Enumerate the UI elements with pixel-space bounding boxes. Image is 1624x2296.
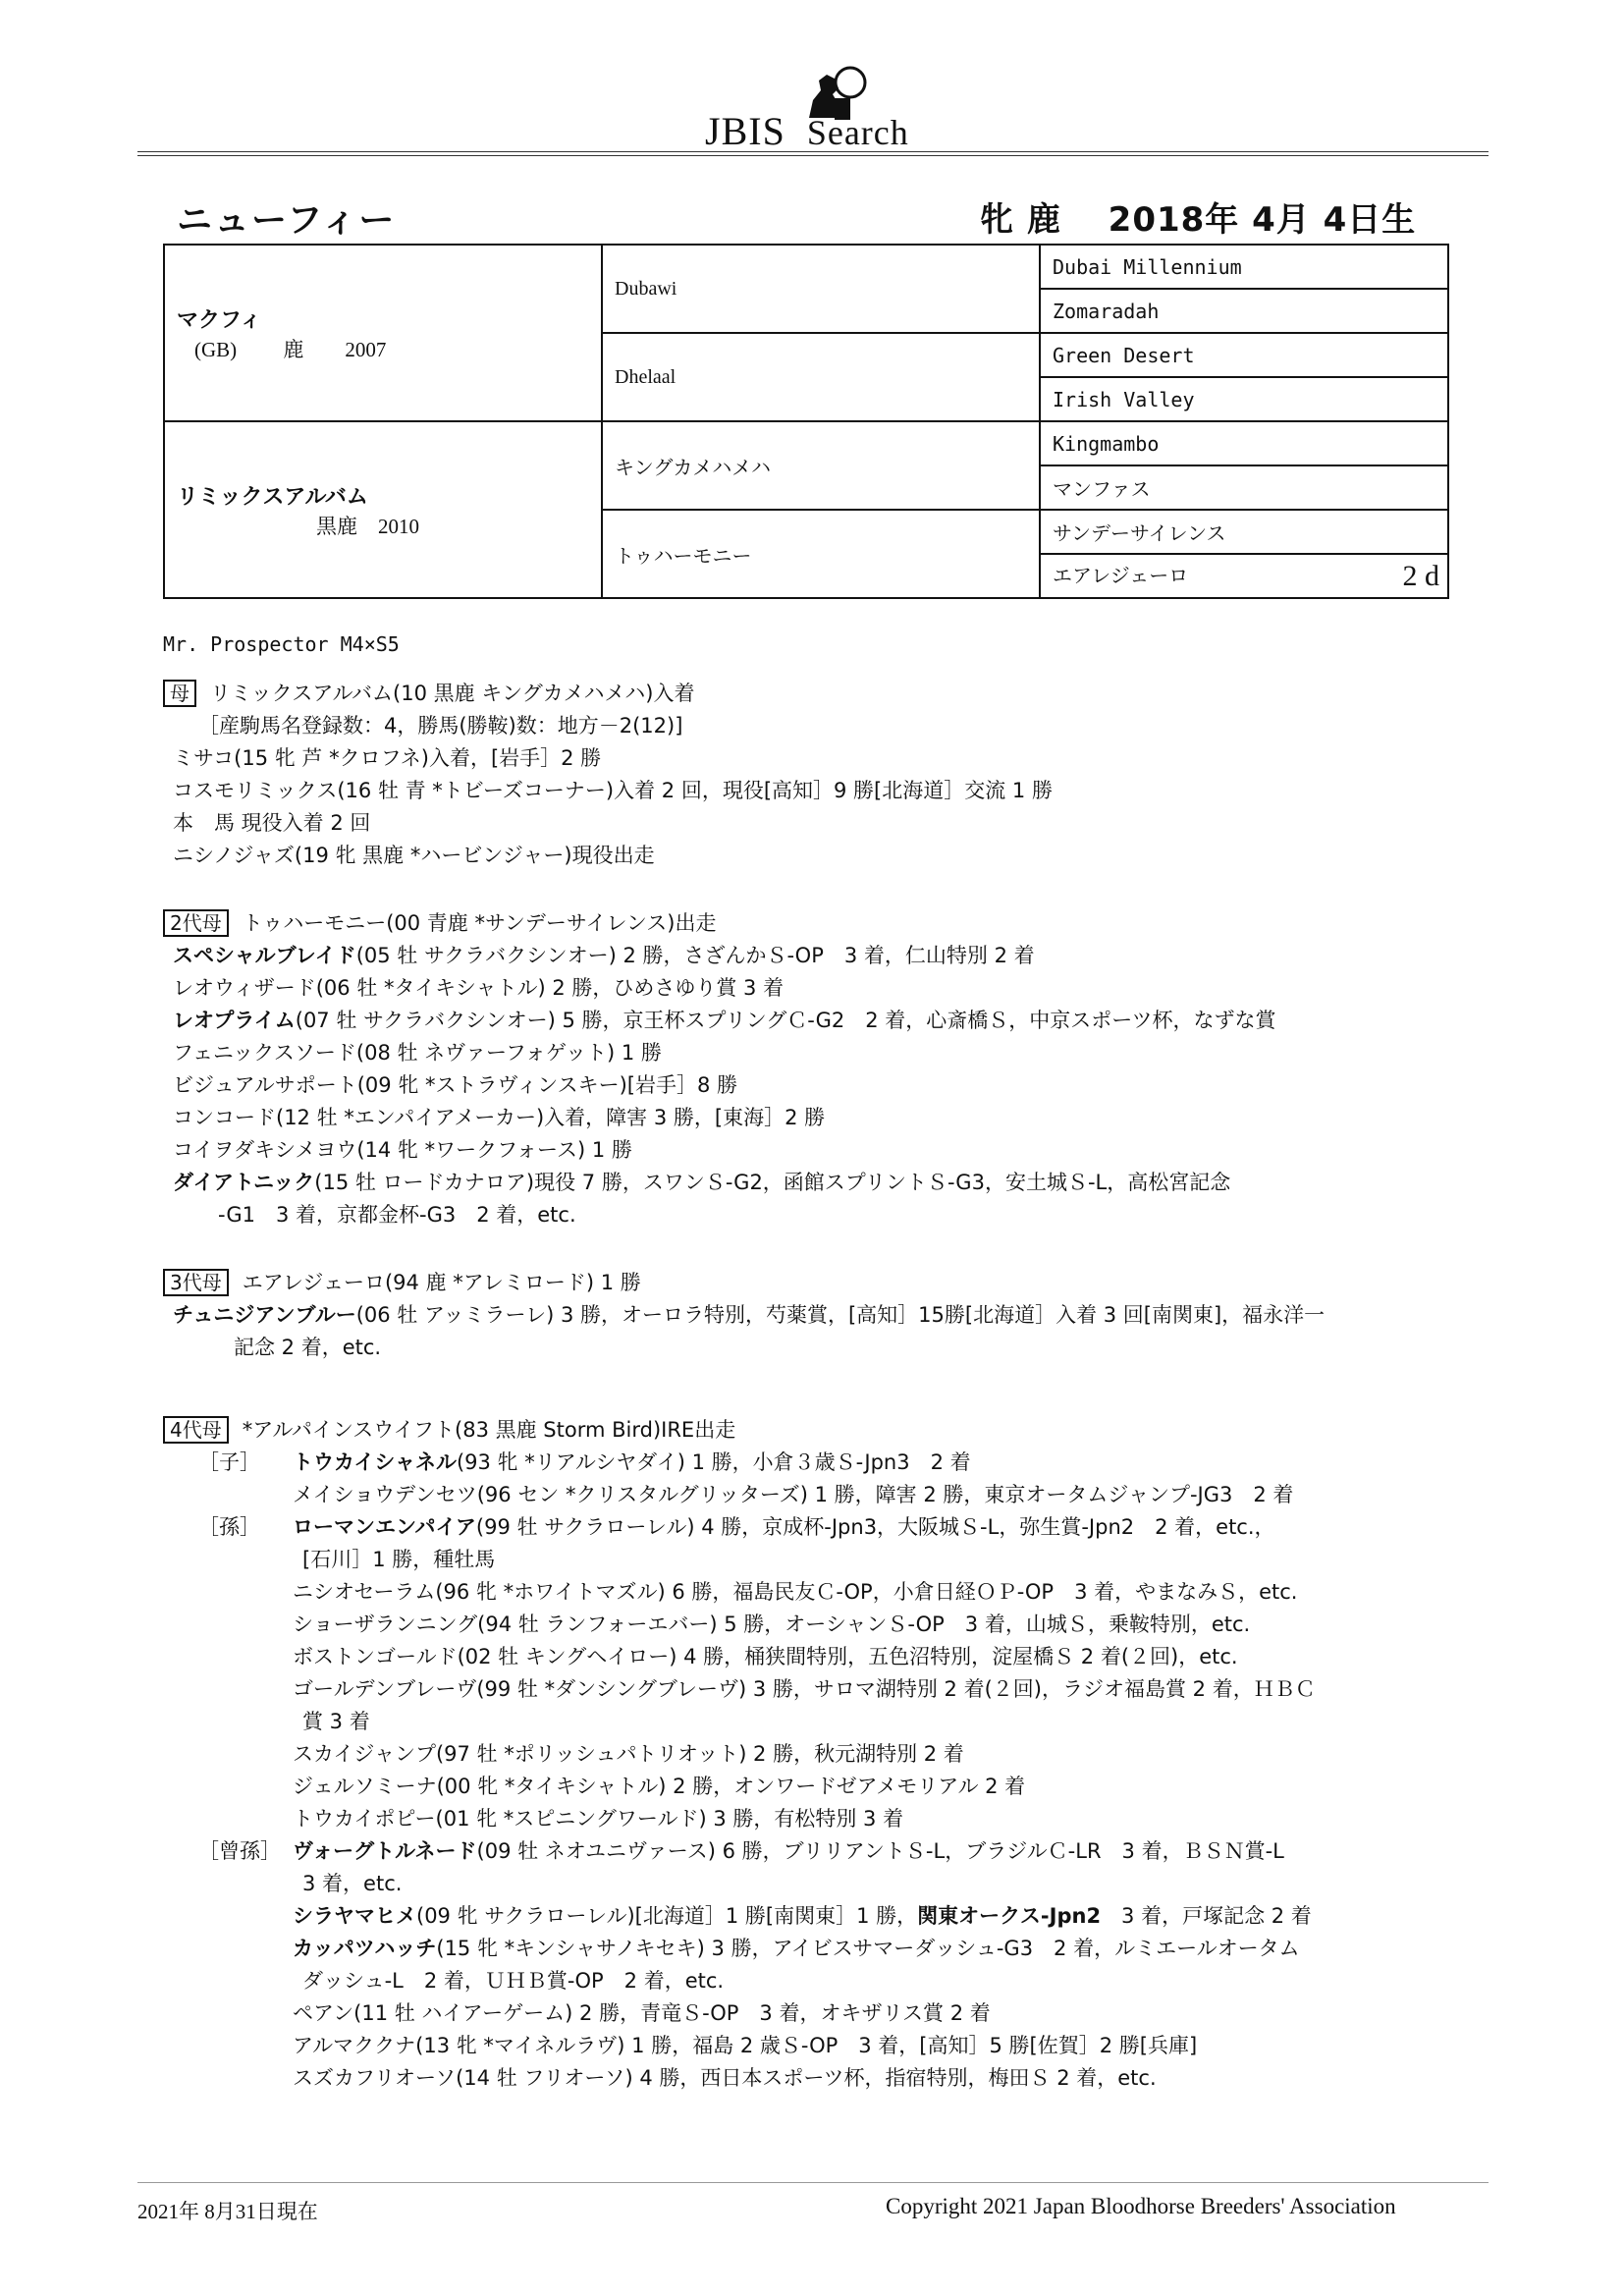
third-dam-section [163, 1267, 1325, 1364]
offspring-line: スズカフリオーソ(14 牡 フリオーソ) 4 勝，西日本スポーツ杯，指宿特別，梅田Ｓ 2 着，etc. [293, 2066, 1157, 2090]
inbreeding-note: Mr. Prospector M4×S5 [163, 632, 400, 656]
offspring-line: ミサコ(15 牝 芦 *クロフネ)入着，[岩手］2 勝 [173, 746, 602, 770]
fourth-dam-section [163, 1414, 1316, 2095]
offspring-line: ダイアトニック(15 牡 ロードカナロア)現役 7 勝，スワンＳ-G2，函館スプリントＳ-G3，安土城Ｓ-L，高松宮記念 [173, 1171, 1231, 1194]
offspring-line: レオプライム(07 牡 サクラバクシンオー) 5 勝，京王杯スプリングＣ-G2 2 着，心斎橋Ｓ，中京スポーツ杯，なずな賞 [173, 1009, 1276, 1032]
generation-label: ［孫］ [198, 1515, 260, 1539]
sire-details: (GB) 鹿 2007 [194, 337, 387, 361]
pedigree-gen3-5: Kingmambo [1040, 421, 1448, 465]
pedigree-gen3-3: Green Desert [1040, 333, 1448, 377]
offspring-line: レオウィザード(06 牡 *タイキシャトル) 2 勝，ひめさゆり賞 3 着 [173, 976, 785, 1000]
section-head: トゥハーモニー(00 青鹿 *サンデーサイレンス)出走 [242, 911, 717, 935]
header-rule [137, 151, 1489, 156]
dam-note: ［産駒馬名登録数：4，勝馬(勝鞍)数：地方－2(12)] [198, 714, 683, 738]
offspring-line: ペアン(11 牡 ハイアーゲーム) 2 勝，青竜Ｓ-OP 3 着，オキザリス賞 2 着 [293, 2001, 991, 2025]
offspring-line: スペシャルブレイド(05 牡 サクラバクシンオー) 2 勝，さざんかＳ-OP 3 着，仁山特別 2 着 [173, 944, 1035, 967]
dam-details: 黒鹿 2010 [316, 514, 419, 538]
family-code: 2 d [1402, 559, 1439, 592]
offspring-line: フェニックスソード(08 牡 ネヴァーフォゲット) 1 勝 [173, 1041, 662, 1065]
dam-cell [164, 421, 602, 598]
offspring-line: ［曾孫］ ヴォーグトルネード(09 牡 ネオユニヴァース) 6 勝，ブリリアントＳ-L，ブラジルＣ-LR 3 着，ＢＳＮ賞-L [163, 1835, 1316, 1868]
section-tag: 3代母 [163, 1269, 229, 1296]
pedigree-gen3-1: Dubai Millennium [1040, 245, 1448, 289]
section-tag: 2代母 [163, 909, 229, 937]
offspring-line-continued: -G1 3 着，京都金杯-G3 2 着，etc. [218, 1203, 576, 1227]
pedigree-gen3-4: Irish Valley [1040, 377, 1448, 421]
pedigree-table [163, 244, 1449, 599]
offspring-line: メイショウデンセツ(96 セン *クリスタルグリッターズ) 1 勝，障害 2 勝，東京オータムジャンプ-JG3 2 着 [293, 1483, 1294, 1506]
offspring-line-continued: 3 着，etc. [302, 1872, 403, 1895]
sire-sire: Dubawi [602, 245, 1040, 333]
offspring-line-continued: [石川］1 勝，種牡馬 [302, 1548, 496, 1571]
offspring-line: コンコード(12 牡 *エンパイアメーカー)入着，障害 3 勝，[東海］2 勝 [173, 1106, 826, 1129]
pedigree-gen3-2: Zomaradah [1040, 289, 1448, 333]
pedigree-gen3-7: サンデーサイレンス [1040, 510, 1448, 554]
horse-name: ニューフィー [177, 200, 397, 241]
section-head: *アルパインスウイフト(83 黒鹿 Storm Bird)IRE出走 [242, 1418, 736, 1442]
horse-info: 牝 鹿 2018年 4月 4日生 [980, 200, 1417, 240]
sire-dam: Dhelaal [602, 333, 1040, 421]
offspring-line: コイヲダキシメヨウ(14 牝 *ワークフォース) 1 勝 [173, 1138, 632, 1162]
dam-sire: キングカメハメハ [602, 421, 1040, 510]
offspring-line: ショーザランニング(94 牡 ランフォーエバー) 5 勝，オーシャンＳ-OP 3 着，山城Ｓ，乗鞍特別，etc. [293, 1613, 1251, 1636]
as-of-date: 2021年 8月31日現在 [137, 2200, 318, 2223]
logo-jbis-text: JBIS [705, 109, 785, 153]
sire-name: マクフィ [177, 307, 262, 333]
pedigree-gen3-8-cell [1040, 554, 1448, 598]
sire-cell [164, 245, 602, 421]
dam-name: リミックスアルバム [177, 484, 368, 510]
dam-section [163, 678, 1053, 872]
footer-rule [137, 2182, 1489, 2183]
offspring-line: シラヤマヒメ(09 牝 サクラローレル)[北海道］1 勝[南関東］1 勝，関東オークス-Jpn2 3 着，戸塚記念 2 着 [293, 1904, 1312, 1928]
copyright: Copyright 2021 Japan Bloodhorse Breeders' Association [886, 2194, 1396, 2218]
offspring-line: ［孫］ ローマンエンパイア(99 牡 サクラローレル) 4 勝，京成杯-Jpn3，大阪城Ｓ-L，弥生賞-Jpn2 2 着，etc.， [163, 1511, 1316, 1544]
offspring-line-continued: ダッシュ-L 2 着，ＵＨＢ賞-OP 2 着，etc. [302, 1969, 725, 1993]
offspring-line: ボストンゴールド(02 牡 キングヘイロー) 4 勝，桶狭間特別，五色沼特別，淀屋橋Ｓ 2 着(２回)，etc. [293, 1645, 1238, 1668]
offspring-line: スカイジャンプ(97 牡 *ポリッシュパトリオット) 2 勝，秋元湖特別 2 着 [293, 1742, 964, 1766]
pedigree-gen3-6: マンファス [1040, 465, 1448, 510]
offspring-line-continued: 記念 2 着，etc. [234, 1336, 382, 1359]
second-dam-section [163, 907, 1275, 1231]
generation-label: ［子］ [198, 1450, 260, 1474]
offspring-line: トウカイポピー(01 牝 *スピニングワールド) 3 勝，有松特別 3 着 [293, 1807, 904, 1831]
offspring-line: ニシオセーラム(96 牝 *ホワイトマズル) 6 勝，福島民友Ｃ-OP，小倉日経ＯＰ-OP 3 着，やまなみＳ，etc. [293, 1580, 1298, 1604]
logo-search-text: Search [806, 113, 909, 152]
pedigree-gen3-8: エアレジェーロ [1053, 563, 1189, 587]
offspring-line: カッパツハッチ(15 牝 *キンシャサノキセキ) 3 勝，アイビスサマーダッシュ-G3 2 着，ルミエールオータム [293, 1937, 1300, 1960]
offspring-line: 本 馬 現役入着 2 回 [173, 811, 371, 835]
section-head: エアレジェーロ(94 鹿 *アレミロード) 1 勝 [242, 1271, 641, 1294]
offspring-line: ［子］ トウカイシャネル(93 牝 *リアルシヤダイ) 1 勝，小倉３歳Ｓ-Jpn3 2 着 [163, 1447, 1316, 1479]
section-head: リミックスアルバム(10 黒鹿 キングカメハメハ)入着 [210, 682, 695, 705]
offspring-line: アルマククナ(13 牝 *マイネルラヴ) 1 勝，福島 2 歳Ｓ-OP 3 着，[高知］5 勝[佐賀］2 勝[兵庫] [293, 2034, 1198, 2057]
offspring-line: チュニジアンブルー(06 牡 アッミラーレ) 3 勝，オーロラ特別，芍薬賞，[高知］15勝[北海道］入着 3 回[南関東]，福永洋一 [173, 1303, 1326, 1327]
offspring-line: ゴールデンブレーヴ(99 牡 *ダンシングブレーヴ) 3 勝，サロマ湖特別 2 着(２回)，ラジオ福島賞 2 着，ＨＢＣ [293, 1677, 1316, 1701]
offspring-line: コスモリミックス(16 牡 青 *トビーズコーナー)入着 2 回，現役[高知］9 勝[北海道］交流 1 勝 [173, 779, 1053, 802]
offspring-line: ジェルソミーナ(00 牝 *タイキシャトル) 2 勝，オンワードゼアメモリアル 2 着 [293, 1775, 1026, 1798]
offspring-line: ビジュアルサポート(09 牝 *ストラヴィンスキー)[岩手］8 勝 [173, 1073, 738, 1097]
jbis-search-logo [705, 61, 941, 153]
section-tag: 4代母 [163, 1416, 229, 1444]
offspring-line-continued: 賞 3 着 [302, 1710, 370, 1733]
generation-label: ［曾孫］ [198, 1839, 281, 1863]
offspring-line: ニシノジャズ(19 牝 黒鹿 *ハービンジャー)現役出走 [173, 844, 655, 867]
section-tag: 母 [163, 680, 196, 707]
dam-dam: トゥハーモニー [602, 510, 1040, 598]
